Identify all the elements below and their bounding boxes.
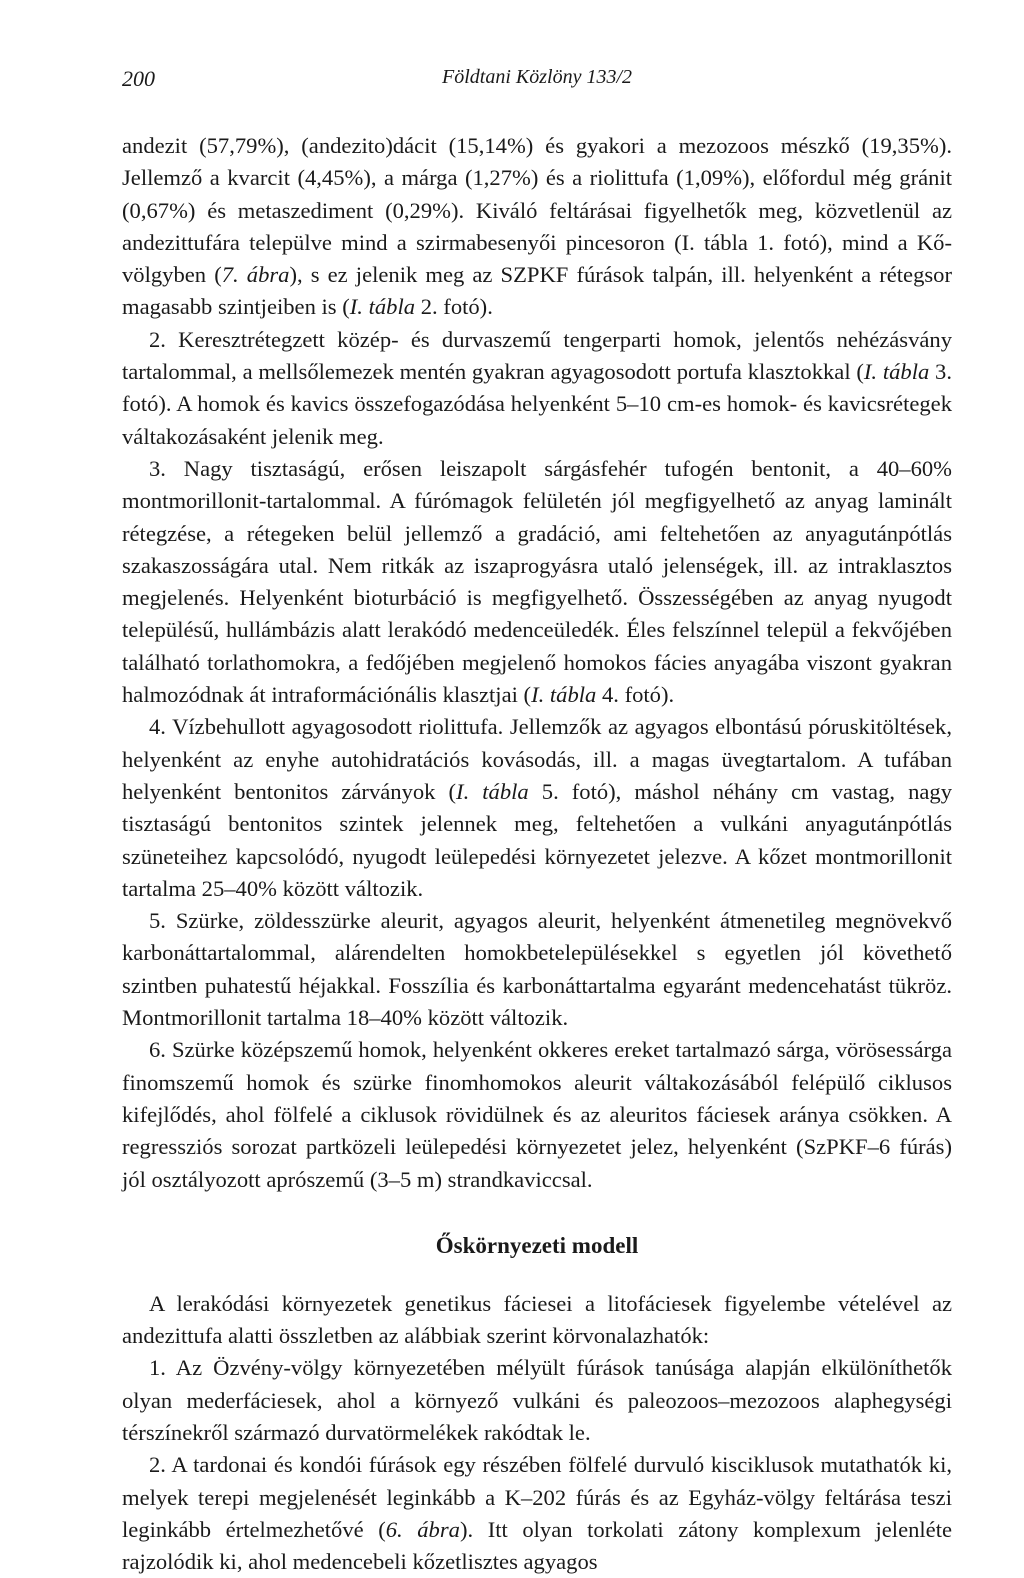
italic-reference: I. tábla [863,359,930,385]
paragraph [122,1034,952,1195]
text-run: 5. Szürke, zöldesszürke aleurit, agyagos aleurit, helyenként átmenetileg megnövekvő karbonáttartalommal, alárendelten homokbetelepülésekkel s egyetlen jól követhető szintben puhatestű héjakkal. Fosszília és karbonáttartalma egyaránt medencehatást tükröz. Montmorillonit tartalma 18–40% között változik. [122,908,952,1031]
text-run: 5. fotó), máshol néhány cm vastag, nagy tisztaságú bentonitos szintek jelennek meg, feltehetően a vulkáni anyagutánpótlás szüneteihez kapcsolódó, nyugodt leülepedési környezetet jelezve. A kőzet montmorillonit tartalma 25–40% között változik. [122,778,952,901]
text-run: A lerakódási környezetek genetikus fáciesei a litofáciesek figyelembe vételével az andezittufa alatti összletben az alábbiak szerint körvonalazhatók: [122,1290,952,1349]
paragraph [122,324,952,453]
running-title: Földtani Közlöny 133/2 [442,66,632,88]
text-run: 3. Nagy tisztaságú, erősen leiszapolt sárgásfehér tufogén bentonit, a 40–60% montmorillonit-tartalommal. A fúrómagok felületén jól megfigyelhető az anyag laminált rétegzése, a rétegeken belül jellemző a gradáció, ami feltehetően az anyagutánpótlás szakaszosságára utal. Nem ritkák az iszaprogyásra utaló jelenségek, ill. az intraklasztos megjelenés. Helyenként bioturbáció is megfigyelhető. Összességében az anyag nyugodt településű, hullámbázis alatt lerakódó medenceüledék. Éles felszínnel települ a fekvőjében található torlathomokra, a fedőjében megjelenő homokos fácies anyagába viszont gyakran halmozódnak át intraformációnális klasztjai ( [122,455,952,708]
page-number: 200 [122,66,155,91]
text-run: 2. A tardonai és kondói fúrások egy részében fölfelé durvuló kisciklusok mutathatók ki, melyek terepi megjelenését leginkább a K–202 fúrás és az Egyház-völgy feltárása teszi leginkább értelmezhetővé ( [122,1452,952,1542]
text-run: 2. Keresztrétegzett közép- és durvaszemű tengerparti homok, jelentős nehézásvány tartalommal, a mellsőlemezek mentén gyakran agyagosodott portufa klasztokkal ( [122,326,952,385]
paragraph [122,1288,952,1353]
section-text [122,1288,952,1578]
paragraph [122,1449,952,1578]
text-run: ). Itt olyan torkolati zátony komplexum jelenléte rajzolódik ki, ahol medencebeli kőzetlisztes agyagos [122,1516,953,1575]
paragraph [122,905,952,1034]
section-heading: Őskörnyezeti modell [435,1232,639,1258]
italic-reference: 6. ábra [385,1516,460,1542]
italic-reference: I. tábla [531,682,597,708]
text-run: 2. fotó). [415,294,493,320]
italic-reference: 7. ábra [221,262,290,288]
italic-reference: I. tábla [456,778,529,804]
paragraph [122,453,952,711]
paragraph [122,130,952,324]
text-run: 6. Szürke középszemű homok, helyenként okkeres ereket tartalmazó sárga, vörösessárga finomszemű homok és szürke finomhomokos aleurit váltakozásából felépülő ciklusos kifejlődés, ahol fölfelé a ciklusok rövidülnek és az aleuritos fáciesek aránya csökken. A regressziós sorozat partközeli leülepedési környezetet jelez, helyenként (SzPKF–6 fúrás) jól osztályozott aprószemű (3–5 m) strandkaviccsal. [122,1037,952,1192]
text-run: 3. fotó). A homok és kavics összefogazódása helyenként 5–10 cm-es homok- és kavicsrétegek váltakozásaként jelenik meg. [122,359,952,449]
paragraph [122,711,952,905]
text-run: 4. Vízbehullott agyagosodott riolittufa. Jellemzők az agyagos elbontású póruskitöltések, helyenként az enyhe autohidratációs kovásodás, ill. a magas üvegtartalom. A tufában helyenként bentonitos zárványok ( [122,714,952,804]
text-run: andezit (57,79%), (andezito)dácit (15,14%) és gyakori a mezozoos mészkő (19,35%). Jellemző a kvarcit (4,45%), a márga (1,27%) és a riolittufa (1,09%), előfordul még gránit (0,67%) és metaszediment (0,29%). Kiváló feltárásai figyelhetők meg, közvetlenül az andezittufára települve mind a szirmabesenyői pincesoron (I. tábla 1. fotó), mind a Kő-völgyben ( [122,133,952,288]
article-body [122,130,952,1578]
text-run: ), s ez jelenik meg az SZPKF fúrások talpán, ill. helyenként a rétegsor magasabb szintjeiben is ( [122,262,952,320]
lithofacies-list [122,130,952,1196]
text-run: 1. Az Özvény-völgy környezetében mélyült fúrások tanúsága alapján elkülöníthetők olyan mederfáciesek, ahol a környező vulkáni és paleozoos–mezozoos alaphegységi térszínekről származó durvatörmelékek rakódtak le. [122,1355,952,1445]
paragraph [122,1352,952,1449]
page-header [122,66,952,100]
italic-reference: I. tábla [349,294,416,320]
text-run: 4. fotó). [596,682,675,708]
